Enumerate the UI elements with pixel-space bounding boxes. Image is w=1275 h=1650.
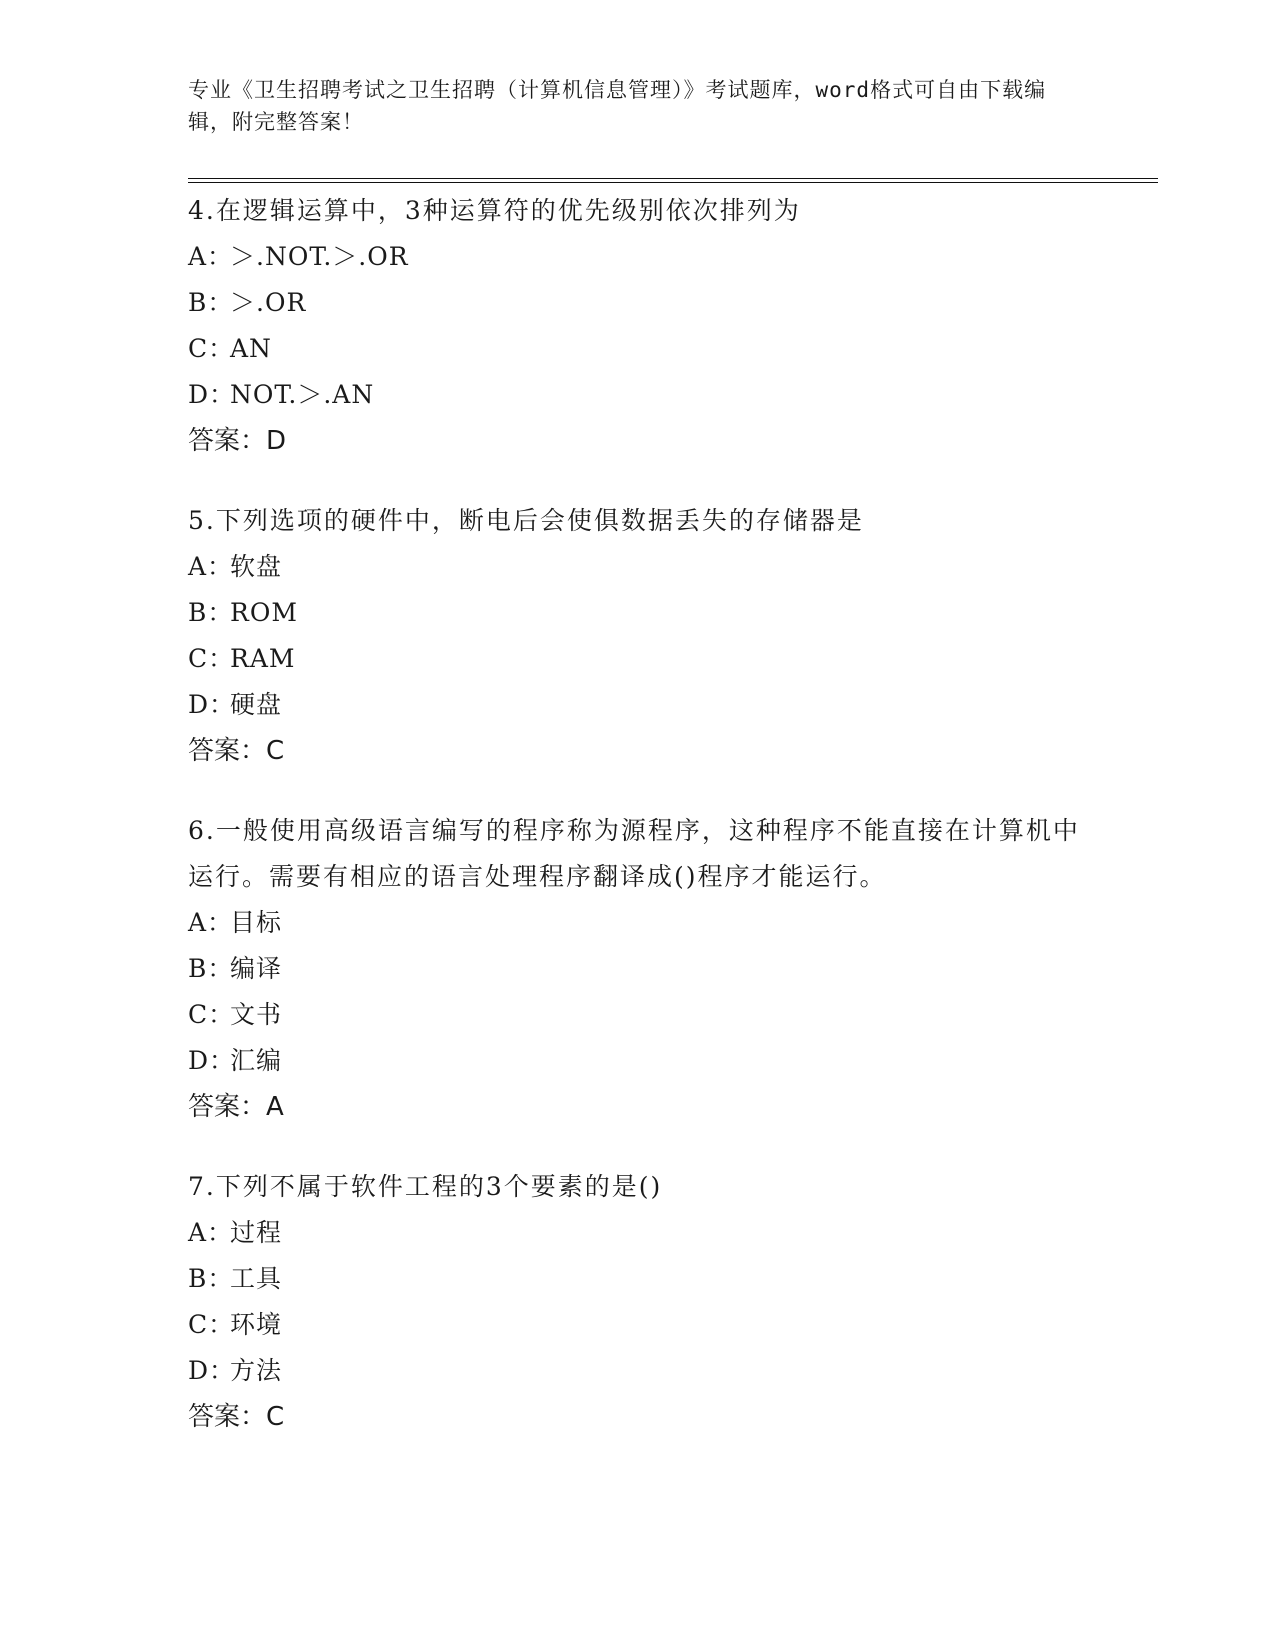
option-text: 方法 bbox=[230, 1356, 283, 1385]
document-header: 专业《卫生招聘考试之卫生招聘（计算机信息管理）》考试题库，word格式可自由下载编辑，附完整答案！ bbox=[188, 78, 1047, 134]
option-key: A： bbox=[188, 1218, 234, 1247]
answer-label: 答案：D bbox=[188, 426, 287, 456]
option-key: D： bbox=[188, 690, 236, 719]
option-b bbox=[188, 590, 1088, 636]
option-d bbox=[188, 1038, 1088, 1084]
option-text: 编译 bbox=[230, 954, 283, 983]
option-key: D： bbox=[188, 380, 236, 409]
option-a bbox=[188, 1210, 1088, 1256]
option-key: A： bbox=[188, 242, 234, 271]
option-d bbox=[188, 1348, 1088, 1394]
option-text: 软盘 bbox=[230, 552, 283, 581]
option-c bbox=[188, 1302, 1088, 1348]
option-a bbox=[188, 900, 1088, 946]
option-b bbox=[188, 1256, 1088, 1302]
option-text: 工具 bbox=[230, 1264, 283, 1293]
option-key: A： bbox=[188, 908, 234, 937]
option-key: D： bbox=[188, 1046, 236, 1075]
option-text: ＞.OR bbox=[230, 288, 307, 317]
question-item bbox=[188, 1164, 1088, 1440]
option-c bbox=[188, 326, 1088, 372]
option-d bbox=[188, 372, 1088, 418]
question-stem: 6.一般使用高级语言编写的程序称为源程序，这种程序不能直接在计算机中运行。需要有相应的语言处理程序翻译成()程序才能运行。 bbox=[188, 816, 1080, 891]
question-item bbox=[188, 808, 1088, 1130]
question-list bbox=[188, 188, 1088, 1474]
option-text: RAM bbox=[230, 644, 296, 673]
option-a bbox=[188, 234, 1088, 280]
option-key: C： bbox=[188, 1000, 235, 1029]
answer-label: 答案：C bbox=[188, 736, 285, 766]
option-text: AN bbox=[230, 334, 272, 363]
question-item bbox=[188, 498, 1088, 774]
option-text: NOT.＞.AN bbox=[230, 380, 375, 409]
option-text: 目标 bbox=[230, 908, 283, 937]
question-stem: 7.下列不属于软件工程的3个要素的是() bbox=[188, 1172, 663, 1201]
option-b bbox=[188, 946, 1088, 992]
option-key: A： bbox=[188, 552, 234, 581]
option-d bbox=[188, 682, 1088, 728]
option-text: 文书 bbox=[230, 1000, 283, 1029]
answer-label: 答案：A bbox=[188, 1092, 284, 1122]
answer-label: 答案：C bbox=[188, 1402, 285, 1432]
option-c bbox=[188, 636, 1088, 682]
option-key: B： bbox=[188, 954, 234, 983]
option-key: B： bbox=[188, 1264, 234, 1293]
option-key: C： bbox=[188, 334, 235, 363]
question-item bbox=[188, 188, 1088, 464]
question-stem: 5.下列选项的硬件中，断电后会使俱数据丢失的存储器是 bbox=[188, 506, 864, 535]
option-key: D： bbox=[188, 1356, 236, 1385]
header-divider-top bbox=[188, 178, 1158, 179]
header-divider-bottom bbox=[188, 182, 1158, 183]
option-key: C： bbox=[188, 1310, 235, 1339]
option-key: C： bbox=[188, 644, 235, 673]
option-text: 硬盘 bbox=[230, 690, 283, 719]
option-text: ＞.NOT.＞.OR bbox=[230, 242, 409, 271]
option-text: ROM bbox=[230, 598, 298, 627]
option-b bbox=[188, 280, 1088, 326]
option-c bbox=[188, 992, 1088, 1038]
question-stem: 4.在逻辑运算中，3种运算符的优先级别依次排列为 bbox=[188, 196, 801, 225]
option-text: 汇编 bbox=[230, 1046, 283, 1075]
option-a bbox=[188, 544, 1088, 590]
option-text: 过程 bbox=[230, 1218, 283, 1247]
option-text: 环境 bbox=[230, 1310, 283, 1339]
option-key: B： bbox=[188, 598, 234, 627]
option-key: B： bbox=[188, 288, 234, 317]
